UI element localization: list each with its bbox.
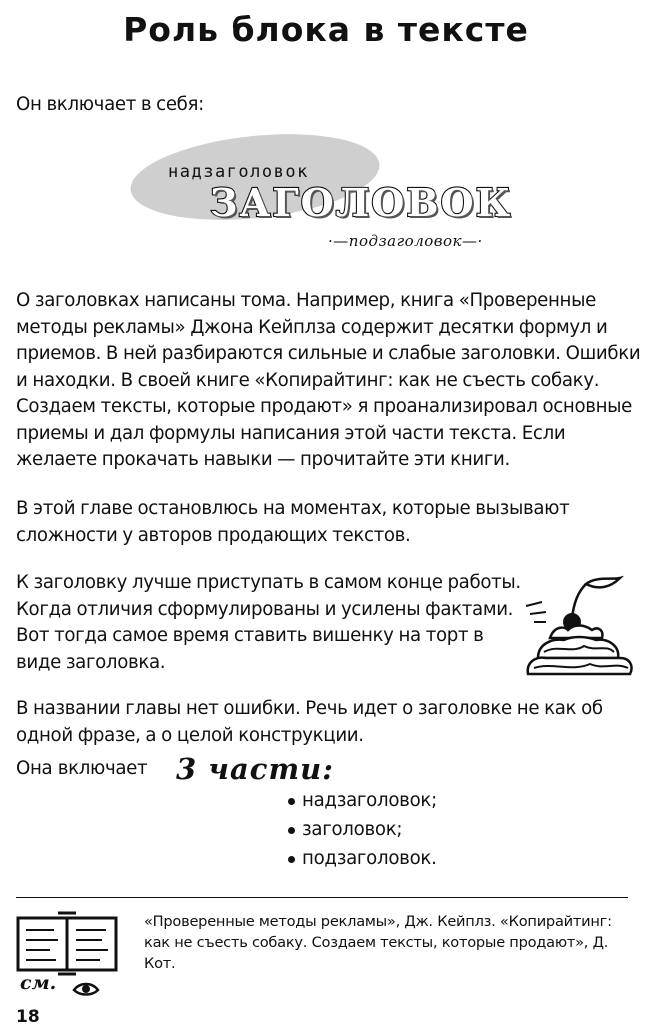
illustration-headline: ЗАГОЛОВОК <box>210 180 513 225</box>
list-item: подзаголовок. <box>286 844 437 873</box>
paragraph-2: В этой главе остановлюсь на моментах, которые вызывают сложности у авторов продающих текстов. <box>16 498 570 546</box>
illustration-subtitle-row <box>328 232 483 250</box>
paragraph-4: В названии главы нет ошибки. Речь идет о заголовке не как об одной фразе, а о целой конструкции. <box>16 698 603 746</box>
parts-title: 3 части: <box>176 752 334 786</box>
list-item: заголовок; <box>286 815 437 844</box>
dash-left: ·— <box>328 232 349 250</box>
paragraph-3: К заголовку лучше приступать в самом конце работы. Когда отличия сформулированы и усилены фактами. Вот тогда самое время ставить вишенку на торт в виде заголовка. <box>16 572 521 673</box>
book-eye-icon <box>14 910 126 1002</box>
cake-icon <box>512 574 634 678</box>
paragraph-1: О заголовках написаны тома. Например, книга «Проверенные методы рекламы» Джона Кейплза содержит десятки формул и приемов. В ней разбираются сильные и слабые заголовки. Ошибки и находки. В своей книге «Копирайтинг: как не съесть собаку. Создаем тексты, которые продают» я проанализировал основные приемы и дал формулы написания этой части текста. Если желаете прокачать навыки — прочитайте эти книги. <box>16 290 641 470</box>
dash-right: —· <box>462 232 483 250</box>
page-title: Роль блока в тексте <box>123 10 529 49</box>
page-number: 18 <box>16 1007 40 1027</box>
illustration-supertitle: надзаголовок <box>168 162 309 182</box>
footnote-text: «Проверенные методы рекламы», Дж. Кейплз. «Копирайтинг: как не съесть собаку. Создаем тексты, которые продают», Д. Кот. <box>144 913 612 972</box>
list-item: надзаголовок; <box>286 786 437 815</box>
illustration-subtitle: подзаголовок <box>348 232 463 250</box>
intro-text: Он включает в себя: <box>16 94 204 115</box>
see-label: см. <box>20 972 57 994</box>
footnote-divider <box>16 897 628 898</box>
parts-list <box>286 786 437 873</box>
parts-intro: Она включает <box>16 758 148 779</box>
